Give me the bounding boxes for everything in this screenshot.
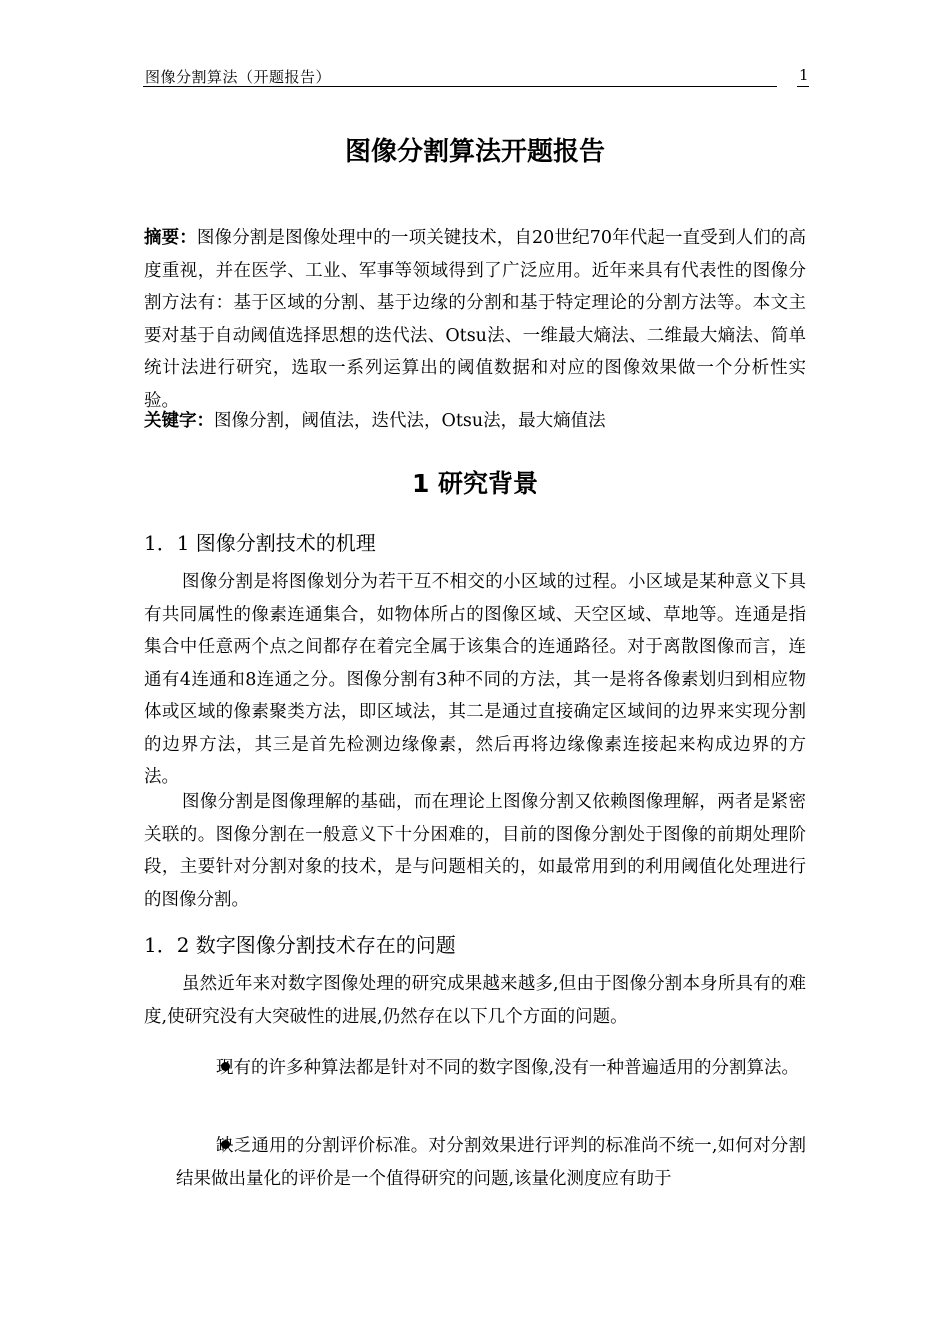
abstract-label: 摘要：: [144, 228, 197, 248]
body-paragraph: 虽然近年来对数字图像处理的研究成果越来越多,但由于图像分割本身所具有的难度,使研究没有大突破性的进展,仍然存在以下几个方面的问题。: [144, 974, 806, 1027]
keywords-text: 图像分割，阈值法，迭代法，Otsu法，最大熵值法: [214, 411, 606, 431]
keywords-label: 关键字：: [144, 411, 214, 431]
subsection-heading-1-2: 1．2 数字图像分割技术存在的问题: [144, 933, 456, 957]
bullet-item: 现有的许多种算法都是针对不同的数字图像,没有一种普遍适用的分割算法。: [216, 1058, 800, 1078]
page-number-rule: [797, 86, 809, 87]
keywords-paragraph: [144, 405, 806, 438]
running-header-title: 图像分割算法（开题报告）: [145, 68, 332, 86]
body-paragraph: 图像分割是将图像划分为若干互不相交的小区域的过程。小区域是某种意义下具有共同属性的像素连通集合，如物体所占的图像区域、天空区域、草地等。连通是指集合中任意两个点之间都存在着完全属于该集合的连通路径。对于离散图像而言，连通有4连通和8连通之分。图像分割有3种不同的方法，其一是将各像素划归到相应物体或区域的像素聚类方法，即区域法，其二是通过直接确定区域间的边界来实现分割的边界方法，其三是首先检测边缘像素，然后再将边缘像素连接起来构成边界的方法。: [144, 572, 806, 787]
abstract-paragraph: [144, 222, 806, 417]
document-title: 图像分割算法开题报告: [344, 137, 605, 167]
body-paragraph: 图像分割是图像理解的基础，而在理论上图像分割又依赖图像理解，两者是紧密关联的。图像分割在一般意义下十分困难的，目前的图像分割处于图像的前期处理阶段，主要针对分割对象的技术，是与问题相关的，如最常用到的利用阈值化处理进行的图像分割。: [144, 792, 806, 910]
header-rule: [143, 86, 777, 87]
subsection-heading-1-1: 1．1 图像分割技术的机理: [144, 531, 376, 555]
section-heading: 1 研究背景: [411, 469, 539, 498]
page-number: 1: [799, 66, 809, 84]
bullet-item: 缺乏通用的分割评价标准。对分割效果进行评判的标准尚不统一,如何对分割结果做出量化的评价是一个值得研究的问题,该量化测度应有助于: [176, 1136, 806, 1189]
abstract-text: 图像分割是图像处理中的一项关键技术，自20世纪70年代起一直受到人们的高度重视，并在医学、工业、军事等领域得到了广泛应用。近年来具有代表性的图像分割方法有：基于区域的分割、基于边缘的分割和基于特定理论的分割方法等。本文主要对基于自动阈值选择思想的迭代法、Otsu法、一维最大熵法、二维最大熵法、简单统计法进行研究，选取一系列运算出的阈值数据和对应的图像效果做一个分析性实验。: [144, 228, 806, 411]
